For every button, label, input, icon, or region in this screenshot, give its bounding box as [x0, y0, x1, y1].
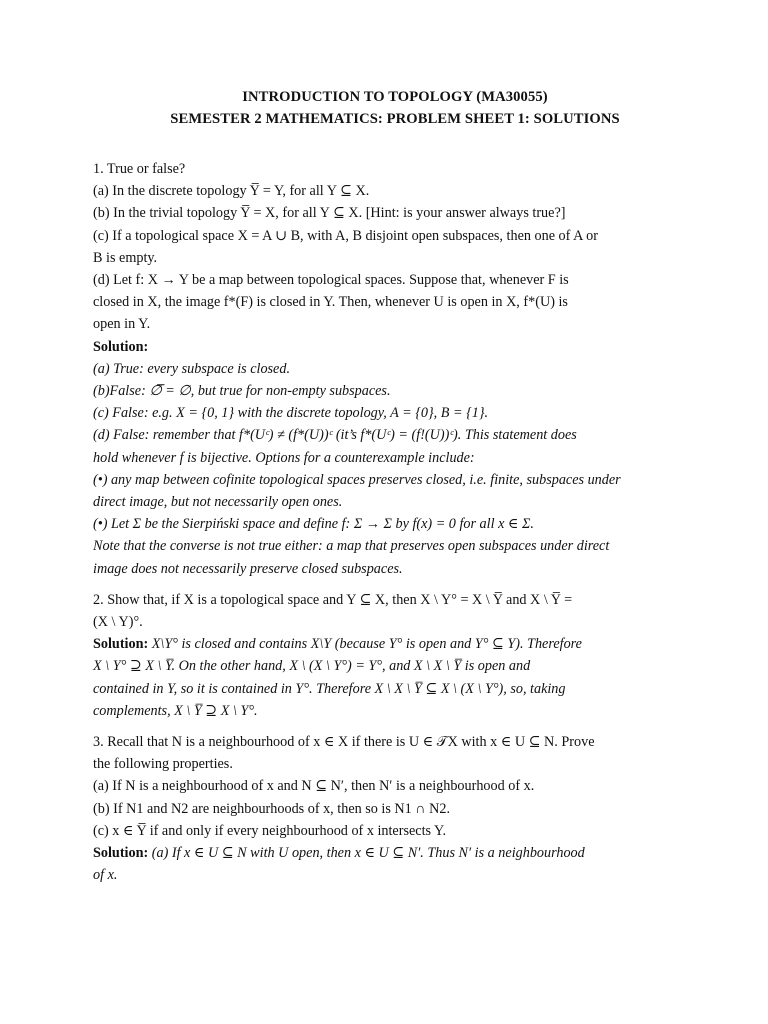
- title-line-1: INTRODUCTION TO TOPOLOGY (MA30055): [242, 89, 548, 105]
- problem-3: [93, 731, 697, 886]
- solution-line: (c) False: e.g. X = {0, 1} with the discrete topology, A = {0}, B = {1}.: [93, 405, 489, 422]
- problem-2: [93, 589, 697, 722]
- solution-line: image does not necessarily preserve closed subspaces.: [93, 560, 403, 577]
- solution-line: hold whenever f is bijective. Options for a counterexample include:: [93, 449, 475, 466]
- problem-2-line: (X \ Y)°.: [93, 614, 143, 631]
- solution-line: (a) True: every subspace is closed.: [93, 360, 290, 377]
- problem-1-line: (b) In the trivial topology Y̅ = X, for all Y ⊆ X. [Hint: is your answer always true?]: [93, 205, 566, 222]
- problem-1-line: (d) Let f: X → Y be a map between topological spaces. Suppose that, whenever F is: [93, 272, 569, 289]
- title-line-2: SEMESTER 2 MATHEMATICS: PROBLEM SHEET 1: SOLUTIONS: [170, 111, 620, 127]
- solution-first-line: [93, 842, 697, 864]
- problem-1: [93, 158, 697, 580]
- problem-1-line: (c) If a topological space X = A ∪ B, with A, B disjoint open subspaces, then one of A or: [93, 227, 598, 244]
- problem-1-line: (a) In the discrete topology Y̅ = Y, for all Y ⊆ X.: [93, 183, 370, 200]
- problem-3-line: 3. Recall that N is a neighbourhood of x ∈ X if there is U ∈ 𝒯X with x ∈ U ⊆ N. Prove: [93, 734, 595, 751]
- problem-3-line: the following properties.: [93, 756, 233, 773]
- solution-label: Solution:: [93, 636, 149, 653]
- problem-3-line: (a) If N is a neighbourhood of x and N ⊆ N′, then N′ is a neighbourhood of x.: [93, 778, 535, 795]
- problem-3-line: (c) x ∈ Y̅ if and only if every neighbourhood of x intersects Y.: [93, 822, 447, 839]
- solution-line: Note that the converse is not true either: a map that preserves open subspaces under direct: [93, 538, 610, 555]
- problem-1-line: 1. True or false?: [93, 161, 186, 177]
- solution-line: of x.: [93, 867, 118, 884]
- solution-line: X \ Y° ⊇ X \ Y̅. On the other hand, X \ (X \ Y°) = Y°, and X \ X \ Y̅ is open and: [93, 658, 531, 675]
- title-block: [93, 86, 697, 130]
- solution-line: (a) If x ∈ U ⊆ N with U open, then x ∈ U ⊆ N′. Thus N′ is a neighbourhood: [151, 845, 585, 862]
- solution-label: Solution:: [93, 338, 149, 355]
- solution-first-line: [93, 633, 697, 655]
- solution-line: contained in Y, so it is contained in Y°. Therefore X \ X \ Y̅ ⊆ X \ (X \ Y°), so, taking: [93, 680, 566, 697]
- solution-line: (•) Let Σ be the Sierpiński space and define f: Σ → Σ by f(x) = 0 for all x ∈ Σ.: [93, 516, 534, 533]
- solution-line: (•) any map between cofinite topological spaces preserves closed, i.e. finite, subspaces under: [93, 471, 621, 488]
- problem-3-line: (b) If N1 and N2 are neighbourhoods of x, then so is N1 ∩ N2.: [93, 800, 450, 817]
- document-page: [93, 86, 697, 896]
- solution-line: complements, X \ Y̅ ⊇ X \ Y°.: [93, 702, 258, 719]
- solution-label: Solution:: [93, 845, 149, 862]
- problem-1-line: B is empty.: [93, 249, 158, 266]
- problem-1-line: closed in X, the image f*(F) is closed in Y. Then, whenever U is open in X, f*(U) is: [93, 294, 568, 311]
- solution-line: (b)False: ∅̅ = ∅, but true for non-empty subspaces.: [93, 383, 391, 400]
- problem-1-line: open in Y.: [93, 316, 151, 333]
- solution-line: X\Y° is closed and contains X\Y (because Y° is open and Y° ⊆ Y). Therefore: [151, 636, 582, 653]
- solution-line: (d) False: remember that f*(Uᶜ) ≠ (f*(U))ᶜ (it’s f*(Uᶜ) = (f!(U))ᶜ). This statement does: [93, 427, 577, 444]
- solution-line: direct image, but not necessarily open ones.: [93, 494, 343, 511]
- problem-2-line: 2. Show that, if X is a topological space and Y ⊆ X, then X \ Y° = X \ Y̅ and X \ Y̅ =: [93, 591, 573, 608]
